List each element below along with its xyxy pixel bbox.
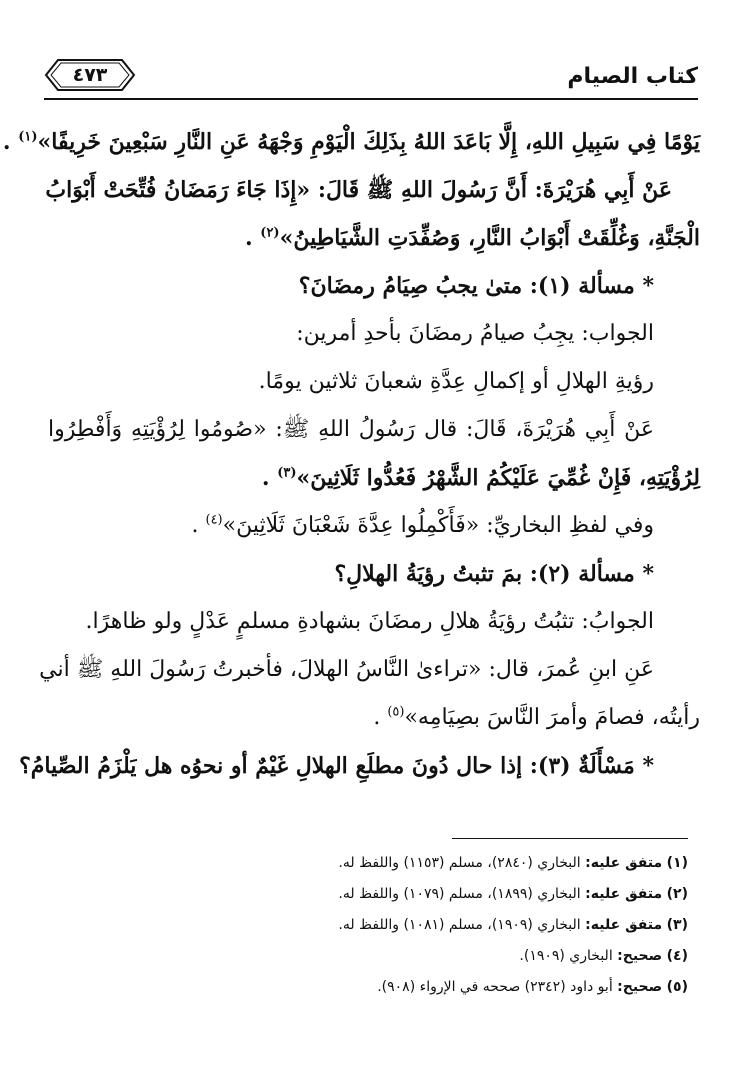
footnote-ref-5: (٥) — [387, 704, 405, 720]
footnote-2: (٢) متفق عليه: البخاري (١٨٩٩)، مسلم (١٠٧٩) واللفظ له. — [338, 886, 688, 902]
footnote-ref-2: (٢) — [260, 225, 280, 241]
text-line-1: يَوْمًا فِي سَبِيلِ اللهِ، إِلَّا بَاعَدَ اللهُ بِذَلِكَ الْيَوْمِ وَجْهَهُ عَنِ النَّارِ سَبْعِينَ خَرِيفًا»$^{(١)}$ . — [2, 129, 700, 155]
text-line-2: عَنْ أَبِي هُرَيْرَةَ: أَنَّ رَسُولَ اللهِ ﷺ قَالَ: «إِذَا جَاءَ رَمَضَانُ فُتِّحَتْ أَبْوَابُ — [45, 177, 672, 203]
question-3: * مَسْأَلَةٌ (٣): إذا حال دُونَ مطلَعِ الهلالِ غَيْمٌ أو نحوُه هل يَلْزَمُ الصِّيامُ؟ — [19, 753, 654, 779]
text-line-9: وفي لفظِ البخاريِّ: «فَأَكْمِلُوا عِدَّةَ شَعْبَانَ ثَلَاثِينَ»$^{(٤)}$ . — [191, 512, 654, 538]
answer-1: الجواب: يجِبُ صيامُ رمضَانَ بأحدِ أمرين: — [296, 321, 654, 346]
answer-2: الجوابُ: تثبُتُ رؤيَةُ هلالِ رمضَانَ بشهادةِ مسلمٍ عَدْلٍ ولو ظاهرًا. — [85, 609, 654, 634]
footnote-ref-1: (١) — [18, 129, 38, 145]
footnote-rule — [452, 838, 688, 839]
footnote-4: (٤) صحيح: البخاري (١٩٠٩). — [519, 948, 688, 964]
question-1: * مسألة (١): متىٰ يجبُ صِيَامُ رمضَانَ؟ — [298, 273, 654, 299]
body-text — [2, 118, 700, 790]
chapter-title: كتاب الصيام — [567, 64, 698, 89]
text-line-7: عَنْ أَبِي هُرَيْرَةَ، قَالَ: قال رَسُولُ اللهِ ﷺ: «صُومُوا لِرُؤْيَتِهِ وَأَفْطِرُوا — [48, 417, 654, 442]
header-rule — [44, 98, 698, 100]
footnote-1: (١) متفق عليه: البخاري (٢٨٤٠)، مسلم (١١٥٣) واللفظ له. — [338, 855, 688, 871]
page-number-badge — [44, 58, 136, 92]
question-2: * مسألة (٢): بمَ تثبتُ رؤيَةُ الهلالِ؟ — [334, 561, 654, 587]
text-line-13: رأيتُه، فصامَ وأمرَ النَّاسَ بصِيَامِه»$^{(٥)}$ . — [373, 704, 700, 730]
page-number: ٤٧٣ — [72, 64, 108, 86]
text-line-8: لِرُؤْيَتِهِ، فَإِنْ غُمِّيَ عَلَيْكُمُ الشَّهْرُ فَعُدُّوا ثَلَاثِينَ»$^{(٣)}$ . — [261, 465, 700, 491]
text-line-6: رؤيةِ الهلالِ أو إكمالِ عِدَّةِ شعبانَ ثلاثين يومًا. — [258, 369, 654, 394]
footnote-5: (٥) صحيح: أبو داود (٢٣٤٢) صححه في الإرواء (٩٠٨). — [377, 979, 688, 995]
footnote-3: (٣) متفق عليه: البخاري (١٩٠٩)، مسلم (١٠٨١) واللفظ له. — [338, 917, 688, 933]
page-header — [44, 58, 698, 102]
text-line-12: عَنِ ابنِ عُمرَ، قال: «تراءىٰ النَّاسُ الهلالَ، فأخبرتُ رَسُولَ اللهِ ﷺ أني — [39, 657, 654, 682]
footnote-ref-4: (٤) — [205, 512, 223, 528]
text-line-3: الْجَنَّةِ، وَغُلِّقَتْ أَبْوَابُ النَّارِ، وَصُفِّدَتِ الشَّيَاطِينُ»$^{(٢)}$ . — [244, 225, 700, 251]
footnotes — [48, 848, 688, 1003]
footnote-ref-3: (٣) — [277, 465, 297, 481]
